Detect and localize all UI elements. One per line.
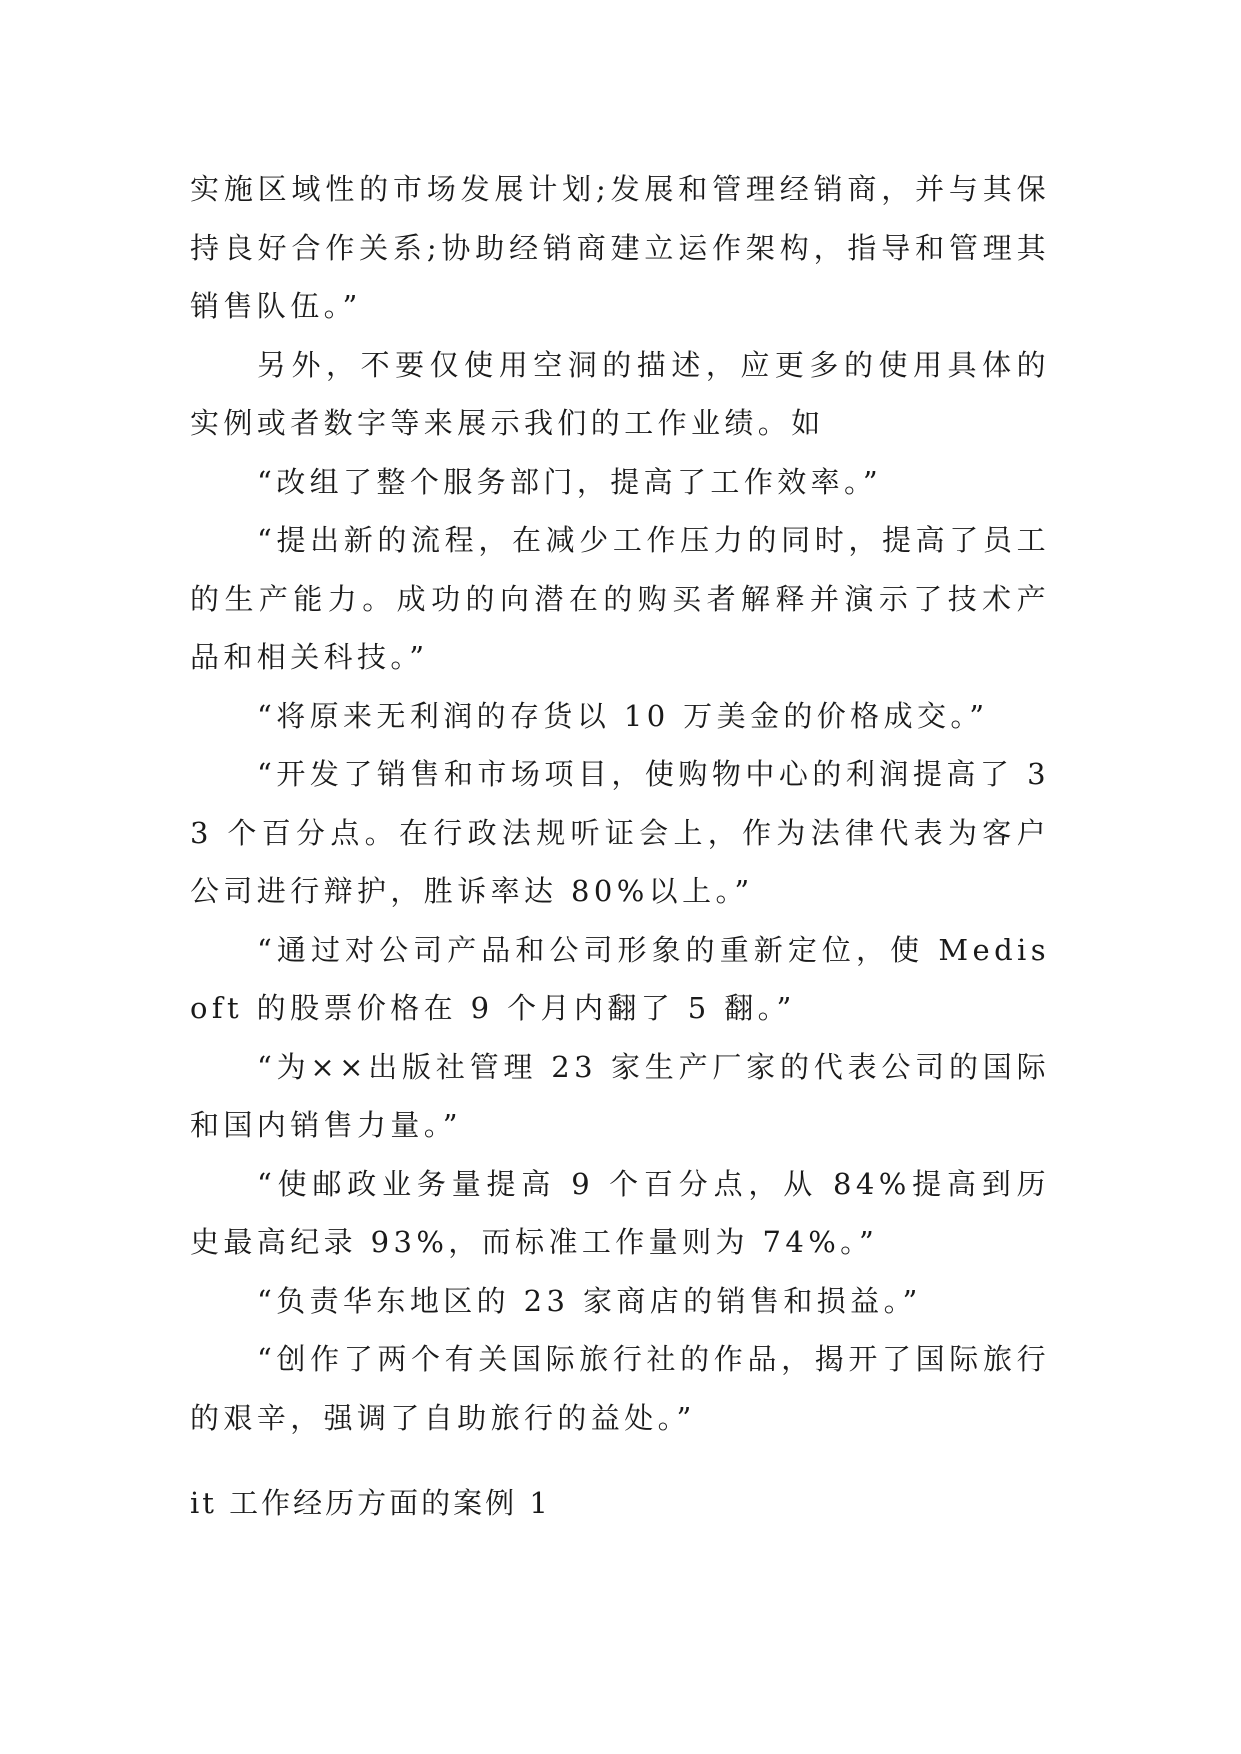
document-body <box>190 160 1050 1447</box>
paragraph-10: “负责华东地区的 23 家商店的销售和损益。” <box>257 1283 922 1318</box>
paragraph-2: 另外，不要仅使用空洞的描述，应更多的使用具体的实例或者数字等来展示我们的工作业绩。如 <box>190 347 1050 440</box>
paragraph-9: “使邮政业务量提高 9 个百分点，从 84%提高到历史最高纪录 93%，而标准工作量则为 74%。” <box>190 1166 1050 1259</box>
paragraph-11: “创作了两个有关国际旅行社的作品，揭开了国际旅行的艰辛，强调了自助旅行的益处。” <box>190 1342 1050 1435</box>
paragraph-7: “通过对公司产品和公司形象的重新定位，使 Medisoft 的股票价格在 9 个月内翻了 5 翻。” <box>190 932 1050 1025</box>
paragraph-3: “改组了整个服务部门，提高了工作效率。” <box>257 464 883 499</box>
paragraph-4: “提出新的流程，在减少工作压力的同时，提高了员工的生产能力。成功的向潜在的购买者解释并演示了技术产品和相关科技。” <box>190 523 1050 674</box>
paragraph-1: 实施区域性的市场发展计划;发展和管理经销商，并与其保持良好合作关系;协助经销商建立运作架构，指导和管理其销售队伍。” <box>190 172 1050 323</box>
section-heading: it 工作经历方面的案例 1 <box>190 1486 551 1520</box>
paragraph-8: “为××出版社管理 23 家生产厂家的代表公司的国际和国内销售力量。” <box>190 1049 1050 1142</box>
paragraph-5: “将原来无利润的存货以 10 万美金的价格成交。” <box>257 698 989 733</box>
paragraph-6: “开发了销售和市场项目，使购物中心的利润提高了 33 个百分点。在行政法规听证会上，作为法律代表为客户公司进行辩护，胜诉率达 80%以上。” <box>190 757 1050 908</box>
